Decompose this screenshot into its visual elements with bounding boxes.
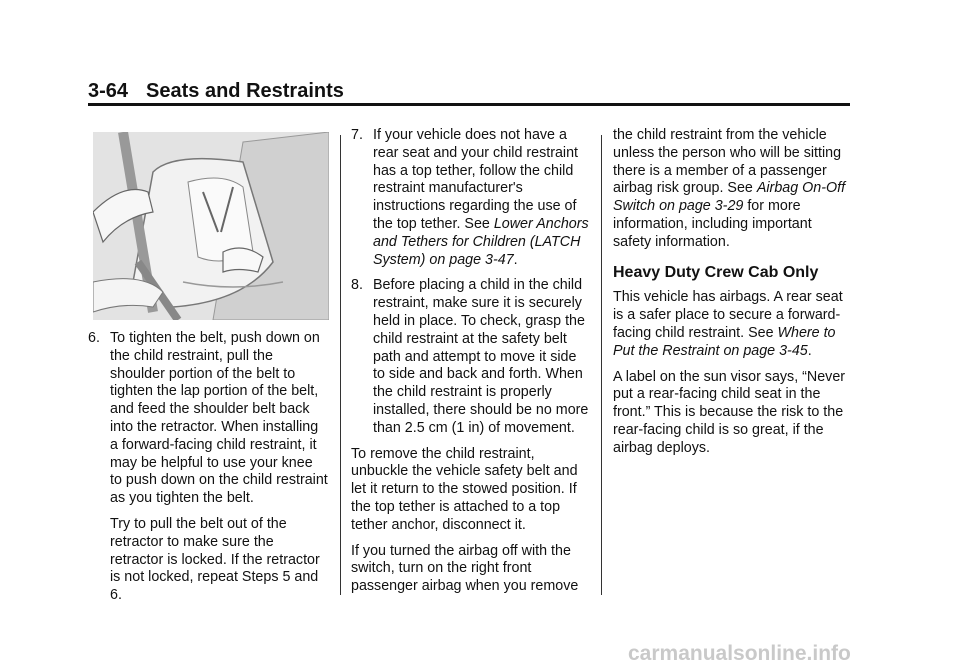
step-number: 6. xyxy=(88,330,100,346)
watermark: carmanualsonline.info xyxy=(628,642,851,665)
step-text: To tighten the belt, push down on the child restraint, pull the shoulder portion of the belt to tighten the lap portion of the belt, and feed the shoulder belt back into the retractor. When installing a forward-facing child restraint, it may be helpful to use your knee to push down on the child restraint as you tighten the belt. xyxy=(110,330,328,507)
step-number: 7. xyxy=(351,127,363,143)
page-number: 3-64 xyxy=(88,80,129,102)
column-3 xyxy=(613,127,853,466)
step-text: If your vehicle does not have a rear seat and your child restraint has a top tether, follow the child restraint manufacturer's instructions regarding the use of the top tether. See xyxy=(373,127,579,232)
step-6 xyxy=(88,330,328,508)
punctuation: . xyxy=(513,251,518,268)
cross-reference-link[interactable]: Airbag On-Off Switch on page 3-29 xyxy=(613,180,846,215)
paragraph-text: the child restraint from the vehicle unless the person who will be sitting there is a member of a passenger airbag risk group. See xyxy=(613,127,842,197)
step-6-followup: Try to pull the belt out of the retractor to make sure the retractor is locked. If the retractor is not locked, repeat Steps 5 and 6. xyxy=(110,515,320,604)
column-2 xyxy=(351,127,589,604)
cross-reference-link[interactable]: Where to Put the Restraint on page 3-45 xyxy=(613,324,836,359)
paragraph: A label on the sun visor says, “Never put a rear-facing child seat in the front.” This is because the risk to the rear-facing child is so great, if the airbag deploys. xyxy=(613,368,846,456)
column-divider xyxy=(340,135,341,595)
paragraph xyxy=(613,289,853,360)
header-rule xyxy=(88,103,850,106)
cross-reference-link[interactable]: Lower Anchors and Tethers for Children (LATCH System) on page 3-47 xyxy=(373,215,589,268)
step-8 xyxy=(351,277,589,437)
step-number: 8. xyxy=(351,277,363,294)
paragraph xyxy=(613,127,853,252)
child-restraint-illustration xyxy=(93,132,329,320)
paragraph: If you turned the airbag off with the switch, turn on the right front passenger airbag when you remove xyxy=(351,542,579,595)
page-header xyxy=(88,80,344,103)
paragraph-text: This vehicle has airbags. A rear seat is a safer place to secure a forward-facing child restraint. See xyxy=(613,289,843,341)
column-1 xyxy=(88,330,328,613)
paragraph-text: for more information, including important safety information. xyxy=(613,198,812,250)
punctuation: . xyxy=(807,342,812,359)
subheading: Heavy Duty Crew Cab Only xyxy=(613,263,819,281)
column-divider xyxy=(601,135,602,595)
paragraph: To remove the child restraint, unbuckle the vehicle safety belt and let it return to the stowed position. If the top tether is attached to a top tether anchor, disconnect it. xyxy=(351,445,578,533)
step-text: Before placing a child in the child restraint, make sure it is securely held in place. To check, grasp the child restraint at the safety belt path and attempt to move it side to side and back and forth. When the child restraint is properly installed, there should be no more than 2.5 cm (1 in) of movement. xyxy=(373,277,589,436)
step-7 xyxy=(351,127,589,269)
section-title: Seats and Restraints xyxy=(146,80,344,102)
